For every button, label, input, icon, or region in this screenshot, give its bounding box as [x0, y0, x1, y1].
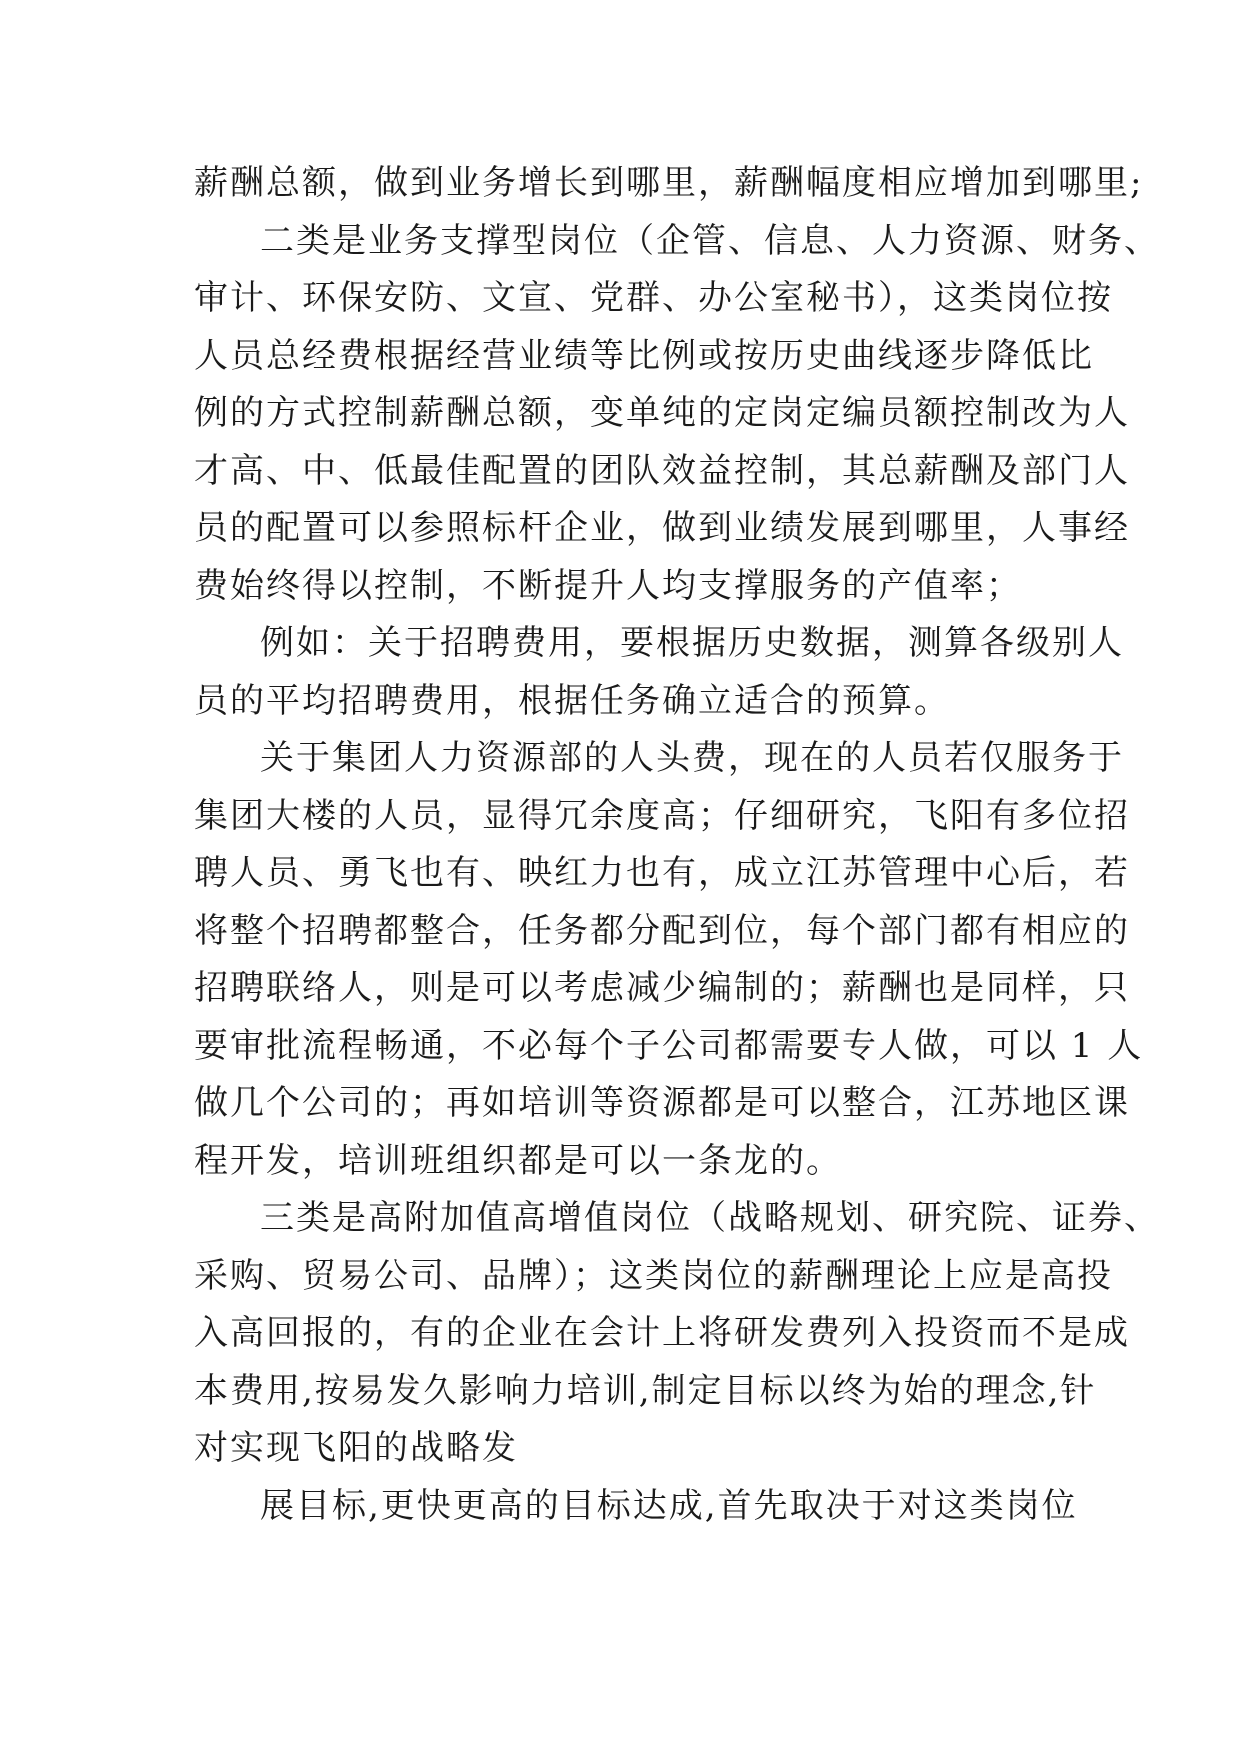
text-line: 才高、中、低最佳配置的团队效益控制，其总薪酬及部门人	[194, 450, 1130, 491]
text-line: 入高回报的，有的企业在会计上将研发费列入投资而不是成	[194, 1313, 1130, 1353]
text-line: 三类是高附加值高增值岗位（战略规划、研究院、证券、	[260, 1198, 1160, 1238]
text-line: 聘人员、勇飞也有、映红力也有，成立江苏管理中心后，若	[194, 853, 1130, 893]
text-line: 展目标,更快更高的目标达成,首先取决于对这类岗位	[260, 1485, 1078, 1526]
text-line: 做几个公司的；再如培训等资源都是可以整合，江苏地区课	[194, 1083, 1130, 1123]
text-line: 集团大楼的人员，显得冗余度高；仔细研究，飞阳有多位招	[194, 795, 1130, 836]
text-line: 人员总经费根据经营业绩等比例或按历史曲线逐步降低比	[194, 335, 1094, 376]
text-line: 本费用,按易发久影响力培训,制定目标以终为始的理念,针	[194, 1370, 1097, 1411]
text-line: 招聘联络人，则是可以考虑减少编制的；薪酬也是同样，只	[194, 968, 1130, 1008]
text-line: 费始终得以控制，不断提升人均支撑服务的产值率；	[194, 565, 1022, 606]
text-line: 对实现飞阳的战略发	[194, 1428, 518, 1468]
text-line: 审计、环保安防、文宣、党群、办公室秘书），这类岗位按	[194, 278, 1113, 318]
text-line: 二类是业务支撑型岗位（企管、信息、人力资源、财务、	[260, 220, 1160, 261]
text-line: 要审批流程畅通，不必每个子公司都需要专人做，可以 1 人	[194, 1025, 1144, 1066]
text-line: 程开发，培训班组织都是可以一条龙的。	[194, 1140, 842, 1181]
text-line: 采购、贸易公司、品牌）；这类岗位的薪酬理论上应是高投	[194, 1255, 1113, 1296]
text-line: 例的方式控制薪酬总额，变单纯的定岗定编员额控制改为人	[194, 393, 1130, 433]
text-line: 关于集团人力资源部的人头费，现在的人员若仅服务于	[260, 738, 1124, 778]
text-line: 员的配置可以参照标杆企业，做到业绩发展到哪里，人事经	[194, 508, 1130, 548]
text-line: 例如：关于招聘费用，要根据历史数据，测算各级别人	[260, 623, 1124, 663]
text-line: 员的平均招聘费用，根据任务确立适合的预算。	[194, 680, 950, 721]
text-line: 薪酬总额，做到业务增长到哪里，薪酬幅度相应增加到哪里;	[194, 163, 1144, 203]
text-line: 将整个招聘都整合，任务都分配到位，每个部门都有相应的	[194, 910, 1130, 951]
body-text	[194, 155, 1160, 1535]
